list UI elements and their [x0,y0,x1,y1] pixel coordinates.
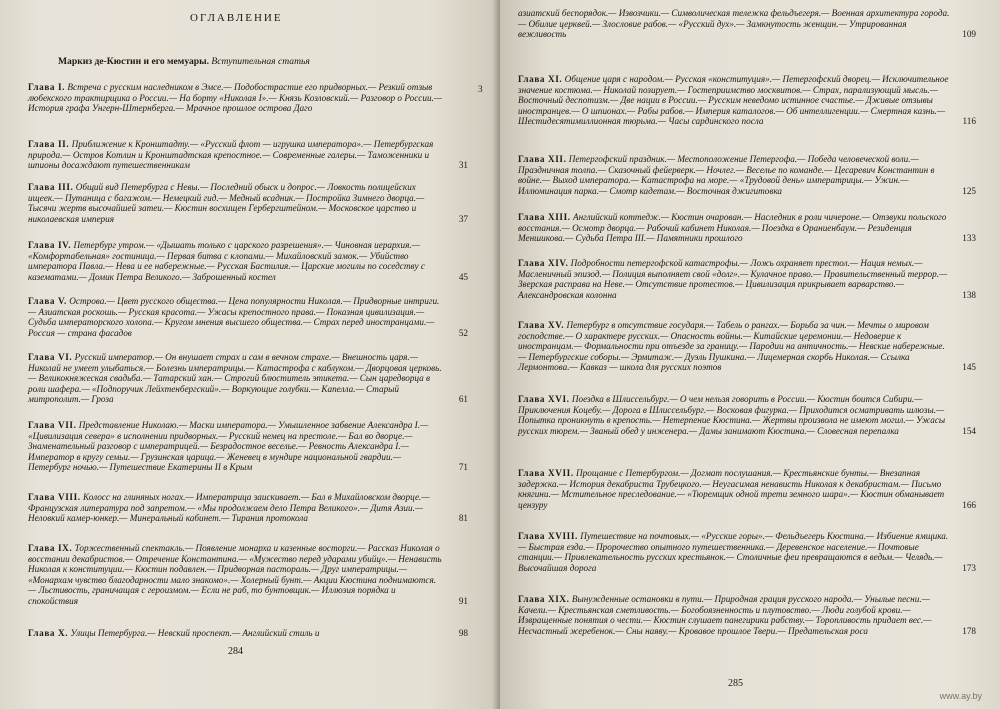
chapter-page: 37 [458,213,468,224]
chapter-page: 138 [962,289,976,300]
toc-entry-chapter-14 [518,258,976,300]
intro-subtitle: Вступительная статья [209,56,310,67]
chapter-page: 98 [458,628,468,638]
chapter-summary: Приближение к Кронштадту.— «Русский флот — игрушка императора».— Петербургская природа.— Остров Котлин и Кронштадтская крепостное.— Современные галеры.— Таможенники и шпионы досаждают путешественникам [28,139,434,171]
toc-entry-chapter-13 [518,212,976,244]
toc-entry-chapter-1 [28,82,468,114]
toc-title: ОГЛАВЛЕНИЕ [190,12,283,24]
chapter-summary: азиатский беспорядок.— Извозчики.— Символическая тележка фельдъегеря.— Военная архитектура города.— Обилие церквей.— Злословие рабов.— «Русский дух».— Замкнутость женщин.— Утрированная вежливость [518,8,950,40]
intro-author: Маркиз де-Кюстин и его мемуары. [58,56,210,67]
chapter-page: 154 [962,425,976,436]
chapter-heading: Глава I. [28,82,66,92]
chapter-page: 52 [458,327,468,338]
chapter-summary: Петербург в отсутствие государя.— Табель о рангах.— Борьба за чин.— Мечты о мировом господстве.— О характере русских.— Опасность войны.— Китайские церемонии.— Недоверие к иностранцам.— Формальности при отъезде за границу.— Пародии на античность.— Невские набережные.— Петербургские соборы.— Эрмитаж.— Дуэль Пушкина.— Лицемерная скорбь Николая.— Ссылка Лермонтова.— Кавказ — школа для русских поэтов [518,320,945,373]
chapter-page: 71 [458,462,468,473]
chapter-summary: Представление Николаю.— Маски императора.— Умышленное забвение Александра I.— «Цивилизация севера» в исполнении придворных.— Русский немец на престоле.— Бал во дворце.— Знаменательный разговор с императрицей.— Безрадостное веселье.— Ревность Александра I.— Император в кругу семьи.— Грузинская царица.— Женевец в мундире национальной гвардии.— Петербург ночью.— Путешествие Екатерины II в Крым [28,420,429,473]
toc-entry-chapter-2 [28,139,468,171]
toc-entry-chapter-18 [518,531,976,573]
chapter-summary: Прощание с Петербургом.— Догмат послушания.— Крестьянские бунты.— Внезапная задержка.— История декабриста Трубецкого.— Неугасимая ненависть Николая к декабристам.— Письмо княгини.— Мстительное преследование.— «Тюремщик одной трети земного шара».— Кюстин обманывает цензуру [518,468,945,510]
chapter-summary: Общение царя с народом.— Русская «конституция».— Петергофский дворец.— Исключительное значение костюма.— Николай позирует.— Гостеприимство москвитов.— Страх, парализующий мысль.— Восточный деспотизм.— Две нации в России.— Русским неведомо истинное счастье.— Дживые отзывы иностранцев.— О шпионах.— Рабы рабов.— Империя каталогов.— Об интеллигенции.— Смертная казнь.— Шестидесятимиллионная тюрьма.— Часы сардинского посла [518,74,949,127]
toc-entry-chapter-17 [518,468,976,510]
chapter-heading: Глава XII. [518,154,567,164]
chapter-page: 145 [962,362,976,373]
page-number-left: 284 [228,646,243,657]
toc-entry-chapter-15 [518,320,976,373]
chapter-heading: Глава II. [28,139,70,149]
chapter-summary: Общий вид Петербурга с Невы.— Последний обыск и допрос.— Ловкость полицейских ищеек.— Путаница с багажом.— Немецкий гид.— Медный всадник.— Постройка Зимнего дворца.— Тысячи жертв высочайшей затеи.— Кюстин восхищен Гербергштейном.— Московское царство и николаевская империя [28,182,425,224]
chapter-summary: Улицы Петербурга.— Невский проспект.— Английский стиль и [70,628,320,638]
chapter-page: 61 [458,394,468,405]
toc-entry-chapter-10-continued [518,8,976,40]
chapter-heading: Глава VIII. [28,492,81,502]
chapter-page: 81 [458,513,468,524]
toc-entry-chapter-9 [28,543,468,607]
chapter-page: 45 [458,271,468,282]
chapter-summary: Торжественный спектакль.— Появление монарха и казенные восторги.— Рассказ Николая о восстании декабристов.— Отречение Константина.— «Мужество перед ударами убийц».— Ненависть Николая к конституции.— Кюстин подавлен.— Придворная пастораль.— Друг императрицы.— «Монархам чувство благодарности мало знакомо».— Холерный бунт.— Акции Кюстина поднимаются.— Льстивость, граничащая с героизмом.— Если не раб, то бунтовщик.— Иллюзия порядка и спокойствия [28,543,442,606]
chapter-summary: Подробности петергофской катастрофы.— Ложь охраняет престол.— Нация немых.— Масленичный эпизод.— Полиция выполняет свой «долг».— Кулачное право.— Правительственный террор.— Зверская расправа на Неве.— Отсутствие протестов.— Цивилизация прикрывает варварство.— Александровская колонна [518,258,948,300]
toc-entry-chapter-16 [518,394,976,436]
toc-entry-chapter-5 [28,296,468,338]
toc-entry-chapter-19 [518,594,976,636]
chapter-page: 133 [962,233,976,244]
toc-entry-chapter-10 [28,628,468,639]
chapter-summary: Путешествие на почтовых.— «Русские горы».— Фельдъегерь Кюстина.— Избиение ямщика.— Быстрая езда.— Пророчество опытного путешественника.— Деревенское население.— Почтовые станции.— Привлекательность русских крестьянок.— Столичные феи превращаются в ведьм.— Челядь.— Высочайшая дорога [518,531,949,573]
chapter-summary: Острова.— Цвет русского общества.— Цена популярности Николая.— Придворные интриги.— Азиатская роскошь.— Русская красота.— Ужасы крепостного права.— Показная цивилизация.— Судьба императорского холопа.— Кругом мнения высшего общества.— Страх перед иностранцами.— Россия — страна фасадов [28,296,440,338]
toc-entry-chapter-6 [28,352,468,405]
chapter-heading: Глава V. [28,296,67,306]
chapter-summary: Петербург утром.— «Дышать только с царского разрешения».— Чиновная иерархия.— «Комфортабельная» гостиница.— Первая битва с клопами.— Михайловский замок.— Убийство императора Павла.— Нева и ее набережные.— Русская Бастилия.— Царские могилы по соседству с казематами.— Домик Петра Великого.— Заброшенный костел [28,240,425,282]
chapter-summary: Встреча с русским наследником в Эмсе.— Подобострастие его придворных.— Резкий отзыв любекского трактирщика о России.— На борту «Николая I».— Князь Козловский.— Разговор о России.— История графа Унгерн-Штернберга.— Мрачное прошлое острова Даго [28,82,443,114]
chapter-heading: Глава VI. [28,352,73,362]
watermark-text: www.ay.by [939,691,982,701]
chapter-heading: Глава IX. [28,543,73,553]
chapter-heading: Глава XIII. [518,212,571,222]
chapter-page: 166 [962,499,976,510]
toc-entry-chapter-11 [518,74,976,127]
chapter-summary: Петергофский праздник.— Местоположение Петергофа.— Победа человеческой воли.— Праздничная толпа.— Сказочный фейерверк.— Ночлег.— Веселье по команде.— Цесаревич Константин в войне.— Выход императора.— Катастрофа на море.— «Трудовой день» императрицы.— Ужин.— Иллюминация парка.— Смотр кадетам.— Восточная джигитовка [518,154,935,196]
chapter-heading: Глава XVIII. [518,531,578,541]
toc-entry-chapter-4 [28,240,468,282]
chapter-heading: Глава XI. [518,74,563,84]
chapter-heading: Глава VII. [28,420,77,430]
page-number-right: 285 [728,678,743,689]
chapter-heading: Глава IV. [28,240,72,250]
chapter-heading: Глава III. [28,182,74,192]
chapter-summary: Вынужденные остановки в пути.— Природная грация русского народа.— Унылые песни.— Качели.— Крестьянская сметливость.— Богобоязненность и плутовство.— Люди голубой крови.— Извращенные понятия о чести.— Кюстин слушает панегирики рабству.— Торопливость придает вес.— Несчастный жеребенок.— Сны наяву.— Кровавое прошлое Твери.— Предательская роса [518,594,932,636]
chapter-summary: Русский император.— Он внушает страх и сам в вечном страхе.— Внешность царя.— Николай не умеет улыбаться.— Болезнь императрицы.— Катастрофа с каблуком.— Дворцовая церковь.— Великокняжеская свадьба.— Татарский хан.— Строгий блюститель этикета.— Сын царедворца в роли шафера.— «Подпоручик Лейхтенбергский».— Воркующие голубки.— Капелла.— Старый митрополит.— Гроза [28,352,442,405]
toc-entry-chapter-7 [28,420,468,473]
chapter-page: 116 [962,116,976,127]
chapter-page: 125 [962,185,976,196]
chapter-heading: Глава XV. [518,320,565,330]
chapter-page: 109 [962,29,976,40]
chapter-page: 173 [962,562,976,573]
toc-entry-chapter-3 [28,182,468,224]
right-page [500,0,1000,709]
toc-entry-chapter-8 [28,492,468,524]
chapter-summary: Английский коттедж.— Кюстин очарован.— Наследник в роли чичероне.— Отзвуки польского восстания.— Осмотр дворца.— Рабочий кабинет Николая.— Поездка в Ораниенбаум.— Резиденция Меншикова.— Судьба Петра III.— Памятники прошлого [518,212,947,244]
chapter-heading: Глава X. [28,628,69,638]
chapter-page: 178 [962,625,976,636]
chapter-heading: Глава XIV. [518,258,569,268]
chapter-heading: Глава XIX. [518,594,570,604]
chapter-heading: Глава XVII. [518,468,574,478]
chapter-summary: Поездка в Шлиссельбург.— О чем нельзя говорить в России.— Кюстин боится Сибири.— Приключения Коцебу.— Дорога в Шлиссельбург.— Восковая фигурка.— Приходится осматривать шлюзы.— Попытка проникнуть в крепость.— Нетерпение Кюстина.— Жертвы произвола не имеют могил.— Ужасы русских тюрем.— Званый обед у инженера.— Дамы занимают Кюстина.— Словесная перепалка [518,394,946,436]
chapter-summary: Колосс на глиняных ногах.— Императрица заискивает.— Бал в Михайловском дворце.— Французская литература под запретом.— «Мы продолжаем дело Петра Великого».— Дитя Азии.— Неловкий камер-юнкер.— Минеральный кабинет.— Тирания протокола [28,492,430,524]
intro-page-number: 3 [478,84,483,94]
chapter-page: 31 [458,160,468,171]
chapter-page: 91 [458,595,468,606]
intro-entry [58,56,458,67]
chapter-heading: Глава XVI. [518,394,570,404]
toc-entry-chapter-12 [518,154,976,196]
